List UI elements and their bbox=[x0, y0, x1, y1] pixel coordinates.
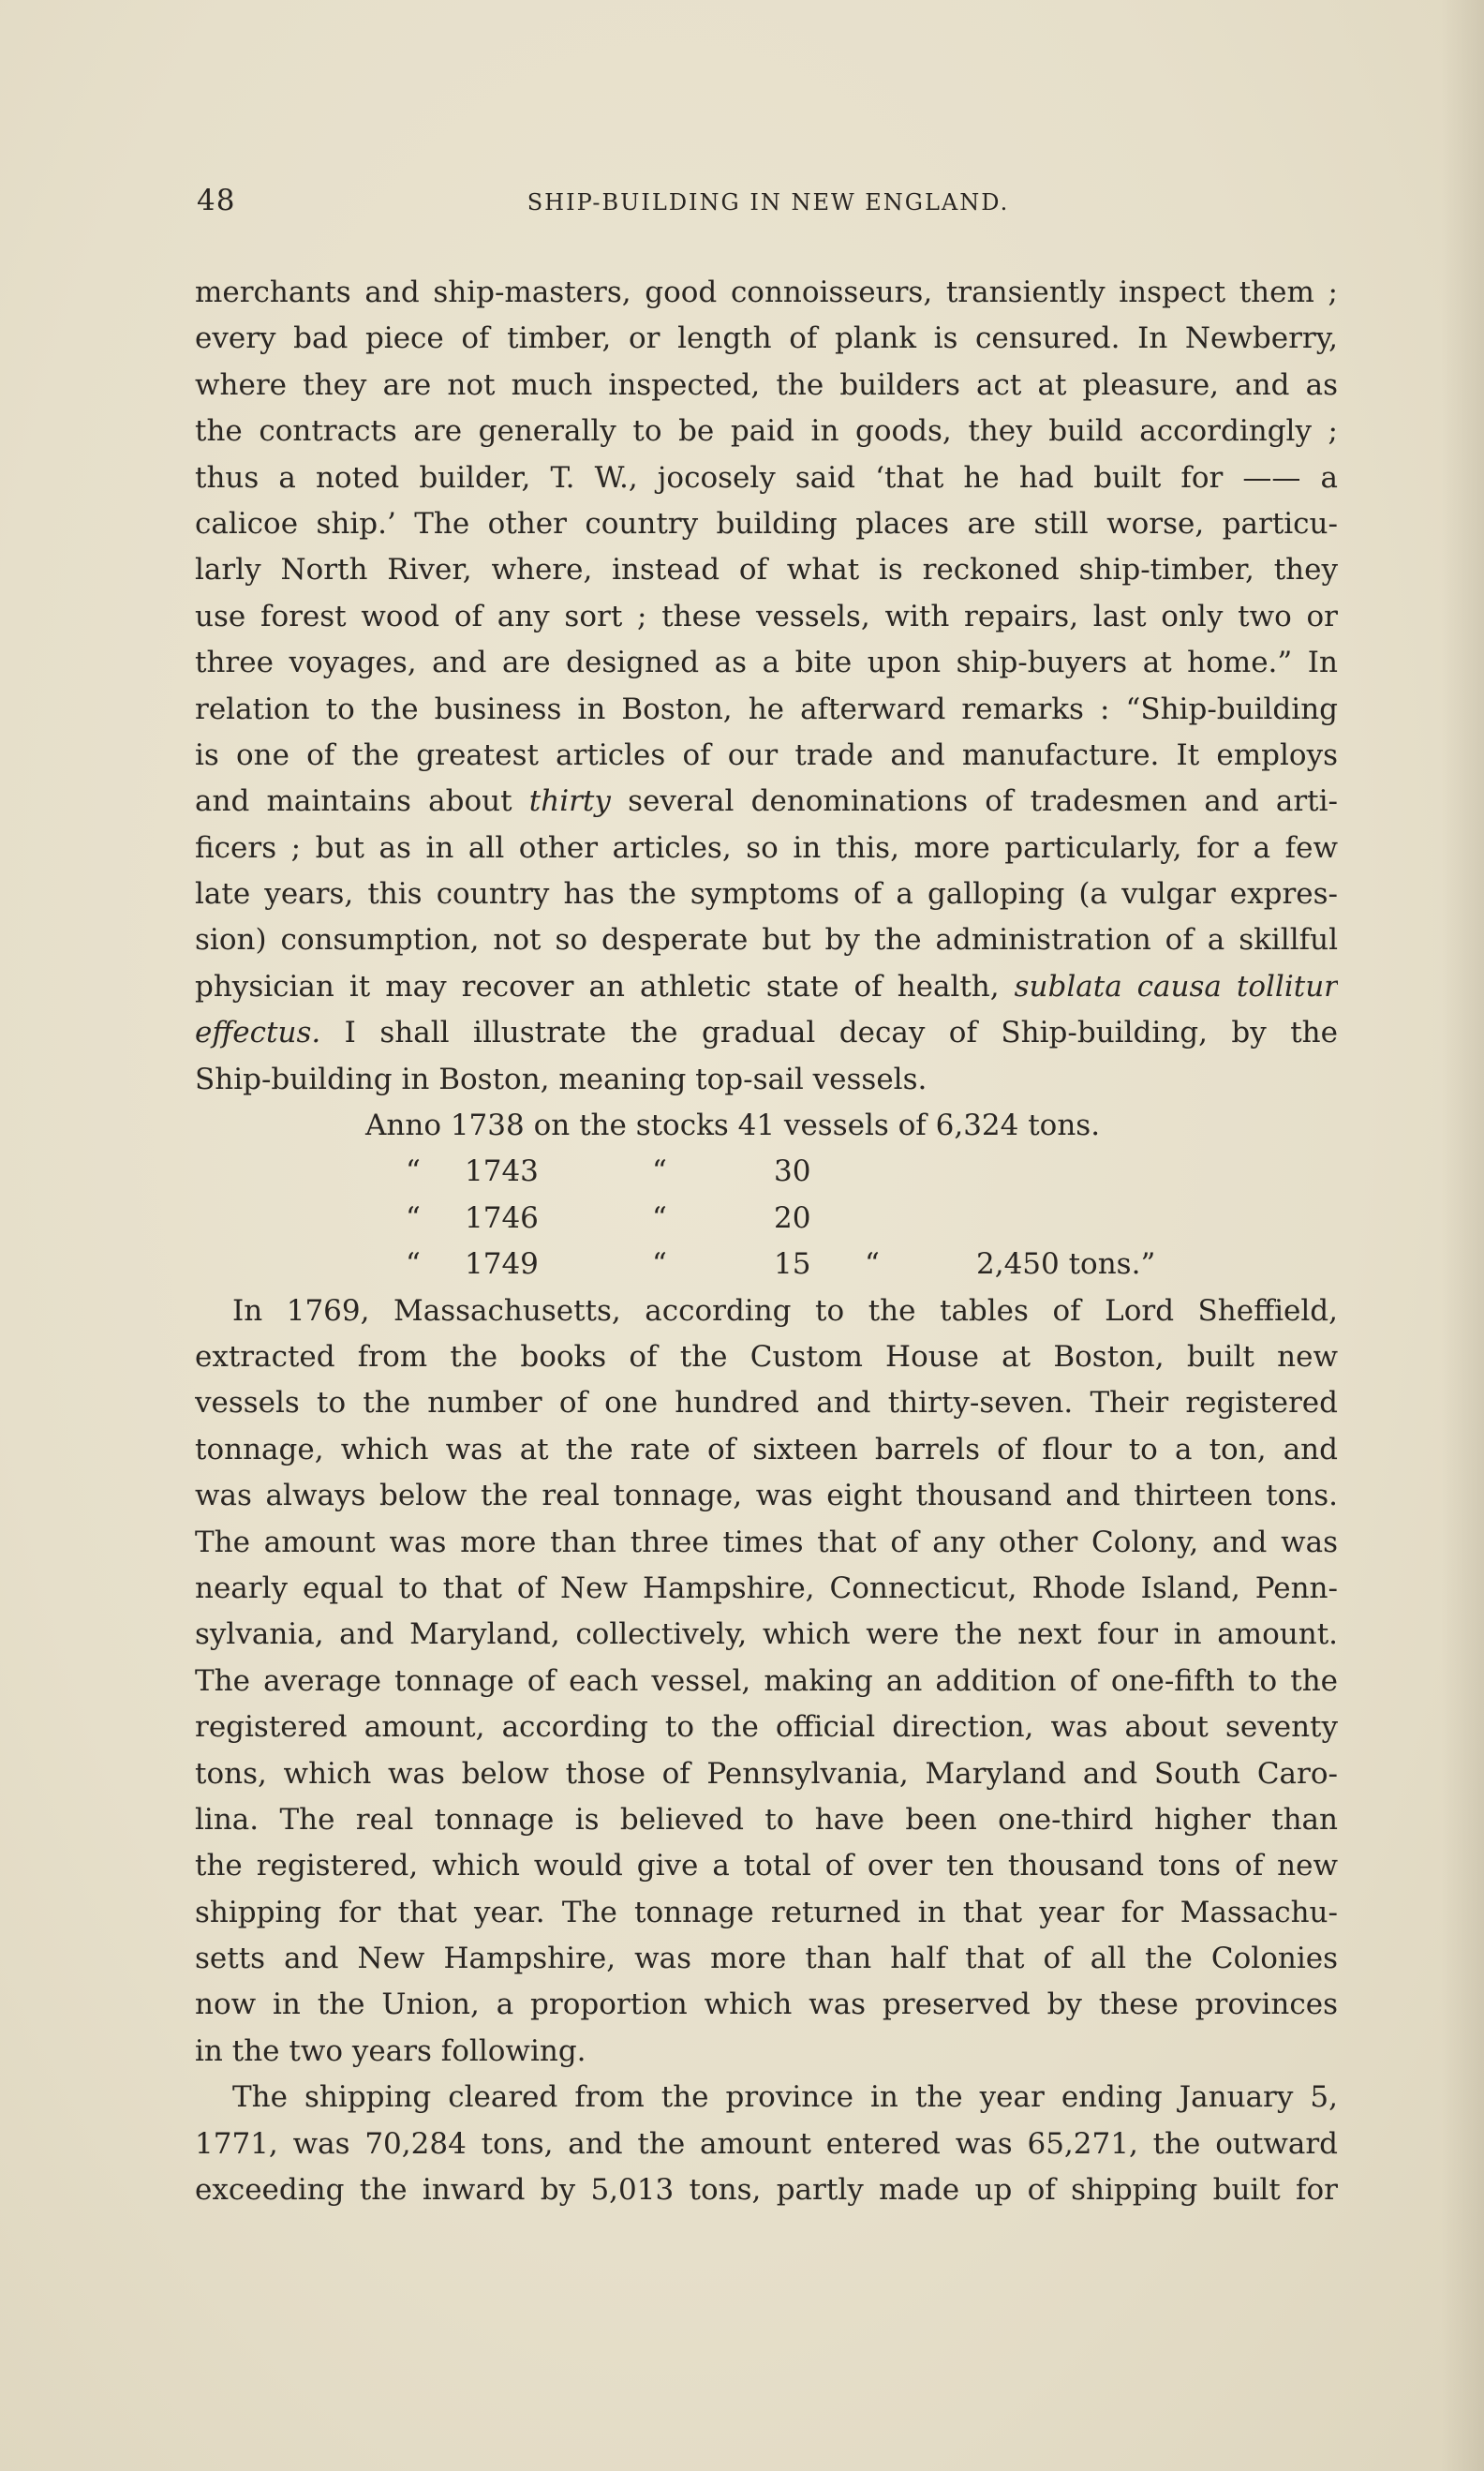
text-line: the registered, which would give a total of over ten thousand tons of new bbox=[195, 1849, 1338, 1883]
year: 1743 bbox=[465, 1154, 539, 1189]
table-row bbox=[195, 1196, 1338, 1242]
ditto-mark: “ bbox=[652, 1247, 667, 1282]
text-line: 1771, was 70,284 tons, and the amount entered was 65,271, the outward bbox=[195, 2126, 1338, 2161]
text-line: the contracts are generally to be paid in goods, they build accordingly ; bbox=[195, 414, 1338, 449]
text-line: tons, which was below those of Pennsylvania, Maryland and South Caro- bbox=[195, 1756, 1338, 1791]
paragraph-1 bbox=[195, 270, 1338, 1103]
text-line: The shipping cleared from the province in the year ending January 5, bbox=[232, 2080, 1338, 2115]
latin-phrase: effectus. bbox=[195, 1016, 321, 1050]
text-line: merchants and ship-masters, good connoisseurs, transiently inspect them ; bbox=[195, 275, 1338, 309]
running-title: SHIP-BUILDING IN NEW ENGLAND. bbox=[527, 189, 1010, 216]
text-line: three voyages, and are designed as a bite upon ship-buyers at home.” In bbox=[195, 646, 1338, 680]
ditto-mark: “ bbox=[406, 1154, 421, 1189]
text-run: I shall illustrate the gradual decay of Ship-building, by the bbox=[320, 1016, 1338, 1050]
paragraph-2 bbox=[195, 1288, 1338, 2076]
body-text bbox=[195, 270, 1338, 2213]
text-line: is one of the greatest articles of our trade and manufacture. It employs bbox=[195, 737, 1338, 772]
ditto-mark: “ bbox=[652, 1154, 667, 1189]
text-line: where they are not much inspected, the builders act at pleasure, and as bbox=[195, 367, 1338, 402]
page-header bbox=[197, 184, 1340, 221]
latin-phrase: sublata causa tollitur bbox=[1014, 969, 1338, 1004]
page-number: 48 bbox=[197, 184, 236, 217]
text-line: sion) consumption, not so desperate but by the administration of a skillful bbox=[195, 923, 1338, 958]
text-line: tonnage, which was at the rate of sixteen barrels of flour to a ton, and bbox=[195, 1432, 1338, 1466]
ditto-mark: “ bbox=[865, 1247, 880, 1282]
text-line: The amount was more than three times that of any other Colony, and was bbox=[195, 1525, 1338, 1559]
paragraph-3 bbox=[195, 2075, 1338, 2213]
text-line: larly North River, where, instead of what is reckoned ship-timber, they bbox=[195, 553, 1338, 588]
text-line: exceeding the inward by 5,013 tons, partly made up of shipping built for bbox=[195, 2173, 1338, 2208]
text-line: The average tonnage of each vessel, making an addition of one-fifth to the bbox=[195, 1663, 1338, 1698]
text-line: registered amount, according to the official direction, was about seventy bbox=[195, 1710, 1338, 1745]
tonnage: 2,450 tons.” bbox=[976, 1247, 1156, 1282]
text-line: relation to the business in Boston, he afterward remarks : “Ship-building bbox=[195, 692, 1338, 726]
text-line: Ship-building in Boston, meaning top-sail vessels. bbox=[195, 1062, 928, 1096]
text-line: calicoe ship.’ The other country building places are still worse, particu- bbox=[195, 506, 1338, 541]
text-line: sylvania, and Maryland, collectively, which were the next four in amount. bbox=[195, 1617, 1338, 1652]
table-row bbox=[195, 1242, 1338, 1288]
text-line: ficers ; but as in all other articles, so in this, more particularly, for a few bbox=[195, 830, 1338, 865]
text-line: lina. The real tonnage is believed to have been one-third higher than bbox=[195, 1802, 1338, 1837]
table-row bbox=[195, 1149, 1338, 1195]
vessel-count: 20 bbox=[774, 1200, 811, 1235]
table-row: Anno 1738 on the stocks 41 vessels of 6,324 tons. bbox=[365, 1109, 1101, 1143]
text-line bbox=[195, 964, 1338, 1010]
text-line: in the two years following. bbox=[195, 2033, 586, 2068]
ditto-mark: “ bbox=[652, 1200, 667, 1235]
text-line: vessels to the number of one hundred and thirty-seven. Their registered bbox=[195, 1386, 1338, 1421]
text-line: every bad piece of timber, or length of plank is censured. In Newberry, bbox=[195, 321, 1338, 356]
ditto-mark: “ bbox=[406, 1247, 421, 1282]
text-line: setts and New Hampshire, was more than half that of all the Colonies bbox=[195, 1942, 1338, 1976]
text-line: use forest wood of any sort ; these vessels, with repairs, last only two or bbox=[195, 599, 1338, 633]
text-line: In 1769, Massachusetts, according to the tables of Lord Sheffield, bbox=[232, 1293, 1338, 1328]
shipbuilding-table bbox=[195, 1103, 1338, 1288]
text-line: now in the Union, a proportion which was preserved by these provinces bbox=[195, 1987, 1338, 2022]
text-line: late years, this country has the symptoms of a galloping (a vulgar expres- bbox=[195, 877, 1338, 912]
text-run: physician it may recover an athletic state of health, bbox=[195, 969, 1015, 1004]
vessel-count: 30 bbox=[774, 1154, 811, 1189]
text-line: thus a noted builder, T. W., jocosely said ‘that he had built for —— a bbox=[195, 460, 1338, 495]
italic-word: thirty bbox=[528, 784, 611, 819]
year: 1746 bbox=[465, 1200, 539, 1235]
text-run: several denominations of tradesmen and arti- bbox=[610, 784, 1338, 819]
text-line bbox=[195, 779, 1338, 825]
year: 1749 bbox=[465, 1247, 539, 1282]
text-line: was always below the real tonnage, was eight thousand and thirteen tons. bbox=[195, 1479, 1338, 1513]
ditto-mark: “ bbox=[406, 1200, 421, 1235]
text-line: extracted from the books of the Custom House at Boston, built new bbox=[195, 1339, 1338, 1374]
text-line: shipping for that year. The tonnage returned in that year for Massachu- bbox=[195, 1895, 1338, 1929]
text-line bbox=[195, 1010, 1338, 1056]
vessel-count: 15 bbox=[774, 1247, 811, 1282]
text-line: nearly equal to that of New Hampshire, Connecticut, Rhode Island, Penn- bbox=[195, 1570, 1338, 1605]
text-run: and maintains about bbox=[195, 784, 529, 819]
